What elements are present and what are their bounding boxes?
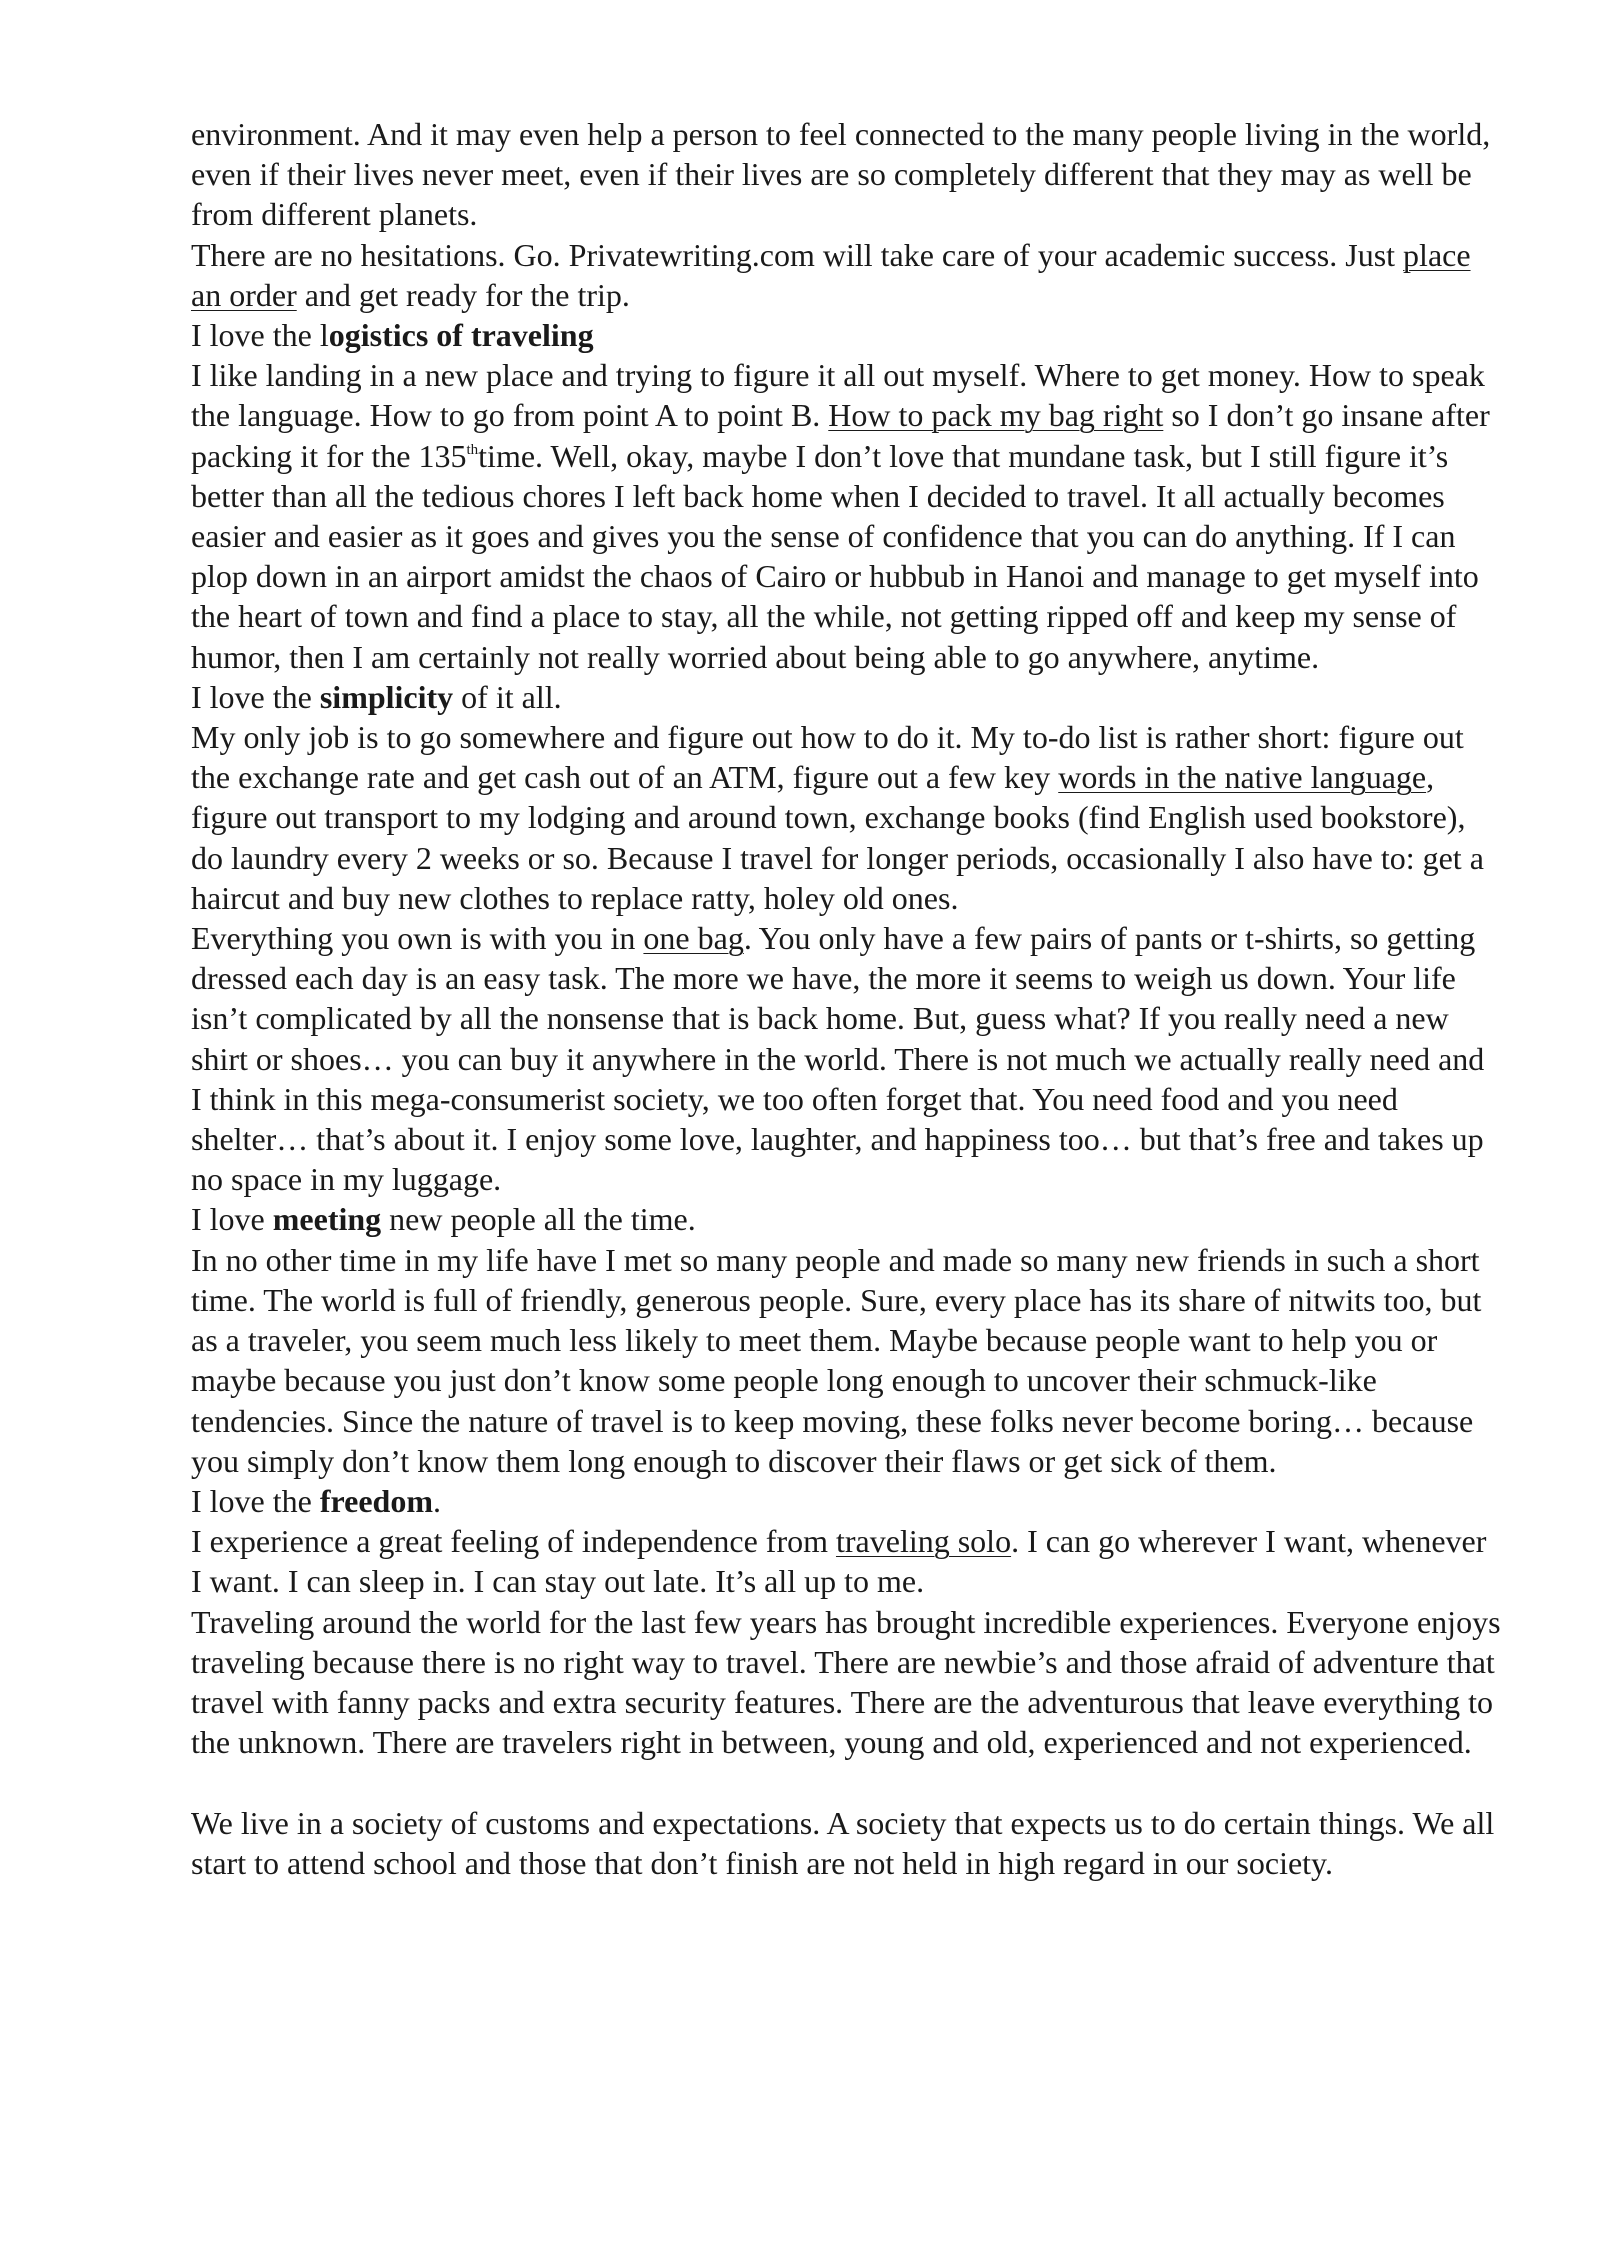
heading-simplicity [191, 677, 1501, 717]
text-segment: I love the [191, 678, 320, 715]
paragraph-freedom [191, 1521, 1501, 1601]
text-segment: and get ready for the trip. [296, 276, 630, 313]
text-segment: I love the l [191, 317, 329, 354]
heading-meeting [191, 1199, 1501, 1239]
text-segment: new people all the time. [381, 1201, 696, 1238]
text-segment: I love [191, 1201, 273, 1238]
paragraph-logistics [191, 355, 1501, 677]
native-language-link[interactable]: words in the native language [1058, 759, 1427, 796]
text-segment: . [432, 1482, 441, 1519]
text-segment: I experience a great feeling of independence from [191, 1523, 836, 1560]
text-segment: I love the [191, 1482, 320, 1519]
pack-my-bag-link[interactable]: How to pack my bag right [828, 397, 1164, 434]
text-segment: , figure out transport to my lodging and around town, exchange books (find English used bookstore), do laundry every 2 weeks or so. Because I travel for longer periods, occasionally I also have to: get a haircut and buy new clothes to replace ratty, holey old ones. [191, 759, 1484, 916]
text-segment: There are no hesitations. Go. Privatewriting.com will take care of your academic success. Just [191, 236, 1404, 273]
text-segment: I like landing in a new place and trying to figure it all out myself. Where to get money. How to speak the language. How to go from point A to point B. [191, 357, 1485, 434]
place-an-order-link[interactable]: place an order [191, 236, 1471, 313]
superscript: th [466, 441, 479, 458]
heading-freedom [191, 1481, 1501, 1521]
text-segment: . I can go wherever I want, whenever I want. I can sleep in. I can stay out late. It’s all up to me. [191, 1523, 1487, 1600]
text-segment: of it all. [453, 678, 562, 715]
paragraph-privatewriting [191, 235, 1501, 315]
text-segment: . You only have a few pairs of pants or t-shirts, so getting dressed each day is an easy task. The more we have, the more it seems to weigh us down. Your life isn’t complicated by all the nonsense that is back home. But, guess what? If you really need a new shirt or shoes… you can buy it anywhere in the world. There is not much we actually really need and I think in this mega-consumerist society, we too often forget that. You need food and you need shelter… that’s about it. I enjoy some love, laughter, and happiness too… but that’s free and takes up no space in my luggage. [191, 920, 1485, 1198]
text-segment: My only job is to go somewhere and figure out how to do it. My to-do list is rather short: figure out the exchange rate and get cash out of an ATM, figure out a few key [191, 719, 1464, 796]
traveling-solo-link[interactable]: traveling solo [835, 1523, 1012, 1560]
text-segment: time. Well, okay, maybe I don’t love that mundane task, but I still figure it’s better than all the tedious chores I left back home when I decided to travel. It all actually becomes easier and easier as it goes and gives you the sense of confidence that you can do anything. If I can plop down in an airport amidst the chaos of Cairo or hubbub in Hanoi and manage to get myself into the heart of town and find a place to stay, all the while, not getting ripped off and keep my sense of humor, then I am certainly not really worried about being able to go anywhere, anytime. [191, 437, 1479, 675]
text-segment: Everything you own is with you in [191, 920, 644, 957]
bold-text: meeting [272, 1201, 382, 1238]
paragraph-one-bag [191, 918, 1501, 1199]
heading-logistics [191, 315, 1501, 355]
bold-text: freedom [319, 1482, 433, 1519]
bold-text: simplicity [319, 678, 454, 715]
paragraph-intro: environment. And it may even help a person to feel connected to the many people living in the world, even if their lives never meet, even if their lives are so completely different that they may as well be from different planets. [191, 116, 1491, 233]
blank-line [191, 1762, 1501, 1802]
paragraph-experiences: Traveling around the world for the last few years has brought incredible experiences. Everyone enjoys traveling because there is no right way to travel. There are newbie’s and those afraid of adventure that travel with fanny packs and extra security features. There are the adventurous that leave everything to the unknown. There are travelers right in between, young and old, experienced and not experienced. [191, 1603, 1501, 1761]
one-bag-link[interactable]: one bag [643, 920, 744, 957]
text-segment: so I don’t go insane after packing it for the 135 [191, 397, 1490, 474]
paragraph-society: We live in a society of customs and expectations. A society that expects us to do certain things. We all start to attend school and those that don’t finish are not held in high regard in our society. [191, 1804, 1495, 1881]
paragraph-simplicity [191, 717, 1501, 918]
document-body [191, 114, 1501, 1883]
paragraph-meeting: In no other time in my life have I met so many people and made so many new friends in such a short time. The world is full of friendly, generous people. Sure, every place has its share of nitwits too, but as a traveler, you seem much less likely to meet them. Maybe because people want to help you or maybe because you just don’t know some people long enough to uncover their schmuck-like tendencies. Since the nature of travel is to keep moving, these folks never become boring… because you simply don’t know them long enough to discover their flaws or get sick of them. [191, 1241, 1482, 1479]
bold-text: ogistics of traveling [328, 317, 594, 354]
